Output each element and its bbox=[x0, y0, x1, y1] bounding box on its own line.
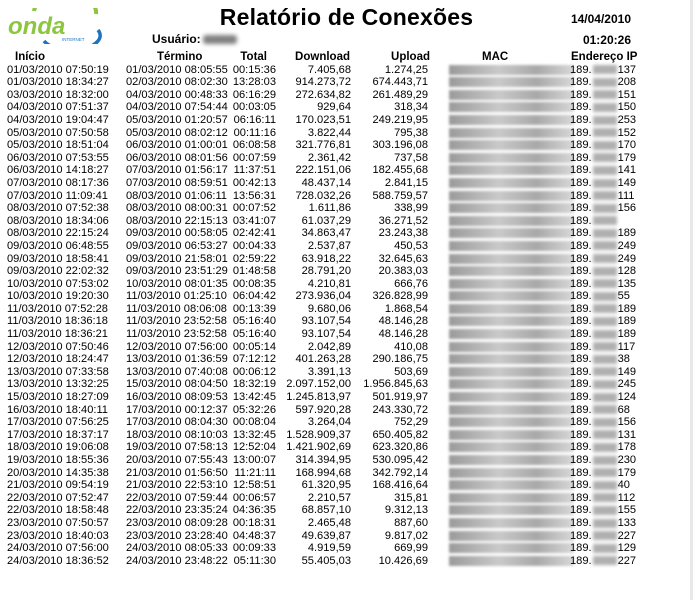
cell-end: 22/03/2010 23:35:24 bbox=[126, 504, 228, 517]
cell-end: 13/03/2010 07:40:08 bbox=[126, 365, 228, 378]
cell-ip: 189. 178 bbox=[570, 441, 637, 454]
cell-download: 222.151,06 bbox=[295, 164, 351, 177]
cell-end: 12/03/2010 07:56:00 bbox=[126, 340, 228, 353]
cell-download: 321.776,81 bbox=[295, 139, 351, 152]
cell-ip: 189. 131 bbox=[570, 428, 637, 441]
cell-start: 12/03/2010 18:24:47 bbox=[7, 353, 109, 366]
table-row bbox=[0, 190, 693, 203]
cell-ip: 189. 208 bbox=[570, 76, 637, 89]
cell-upload: 1.956.845,63 bbox=[363, 378, 428, 391]
table-row bbox=[0, 441, 693, 454]
cell-ip: 189. 149 bbox=[570, 365, 637, 378]
cell-total: 00:06:12 bbox=[232, 365, 276, 378]
report-date: 14/04/2010 bbox=[570, 12, 631, 26]
cell-start: 24/03/2010 07:56:00 bbox=[7, 542, 109, 555]
cell-start: 01/03/2010 18:34:27 bbox=[7, 76, 109, 89]
cell-upload: 623.320,86 bbox=[372, 441, 428, 454]
table-row bbox=[0, 227, 693, 240]
cell-upload: 342.792,14 bbox=[372, 466, 428, 479]
cell-download: 93.107,54 bbox=[301, 315, 351, 328]
cell-download: 7.405,68 bbox=[307, 63, 351, 76]
table-row bbox=[0, 152, 693, 165]
cell-start: 10/03/2010 19:20:30 bbox=[7, 290, 109, 303]
cell-upload: 10.426,69 bbox=[378, 554, 428, 567]
cell-upload: 669,99 bbox=[394, 542, 428, 555]
cell-total: 00:08:04 bbox=[232, 416, 276, 429]
table-body bbox=[0, 64, 693, 568]
cell-upload: 450,53 bbox=[394, 239, 428, 252]
cell-total: 13:28:03 bbox=[232, 76, 276, 89]
table-row bbox=[0, 555, 693, 568]
cell-ip: 189. 129 bbox=[570, 542, 637, 555]
table-row bbox=[0, 416, 693, 429]
cell-ip: 189. 124 bbox=[570, 391, 637, 404]
cell-download: 3.264,04 bbox=[307, 416, 351, 429]
cell-mac-redacted bbox=[449, 555, 573, 570]
table-row bbox=[0, 404, 693, 417]
connections-table bbox=[0, 51, 693, 567]
cell-start: 06/03/2010 07:53:55 bbox=[7, 151, 109, 164]
cell-download: 401.263,28 bbox=[295, 353, 351, 366]
cell-end: 24/03/2010 23:48:22 bbox=[126, 554, 228, 567]
cell-download: 63.918,22 bbox=[301, 252, 351, 265]
cell-start: 17/03/2010 07:56:25 bbox=[7, 416, 109, 429]
cell-start: 19/03/2010 18:55:36 bbox=[7, 454, 109, 466]
cell-end: 15/03/2010 08:04:50 bbox=[126, 378, 228, 391]
cell-end: 24/03/2010 08:05:33 bbox=[126, 542, 228, 555]
user-value-redacted bbox=[203, 35, 237, 44]
table-row bbox=[0, 328, 693, 341]
cell-download: 168.994,68 bbox=[295, 466, 351, 479]
svg-text:onda: onda bbox=[8, 13, 66, 40]
cell-upload: 20.383,03 bbox=[378, 265, 428, 278]
cell-total: 05:11:30 bbox=[233, 554, 276, 567]
cell-total: 13:42:45 bbox=[232, 391, 276, 404]
cell-upload: 795,38 bbox=[394, 126, 428, 139]
cell-download: 48.437,14 bbox=[301, 176, 351, 189]
cell-total: 07:12:12 bbox=[232, 353, 276, 366]
cell-total: 00:05:14 bbox=[232, 340, 276, 353]
cell-ip: 189. 249 bbox=[570, 239, 637, 252]
cell-total: 12:58:51 bbox=[232, 479, 276, 492]
table-row bbox=[0, 164, 693, 177]
cell-total: 00:06:57 bbox=[232, 491, 276, 504]
cell-ip: 189. 149 bbox=[570, 176, 637, 189]
cell-ip: 189. 38 bbox=[570, 353, 630, 366]
cell-ip: 189. 68 bbox=[570, 403, 630, 416]
table-row bbox=[0, 429, 693, 442]
cell-upload: 501.919,97 bbox=[372, 391, 428, 404]
cell-start: 06/03/2010 14:18:27 bbox=[7, 164, 109, 177]
report-title: Relatório de Conexões bbox=[219, 4, 474, 30]
cell-ip: 189. 189 bbox=[570, 302, 637, 315]
cell-ip: 189. 249 bbox=[570, 252, 637, 265]
cell-ip: 189. 156 bbox=[570, 416, 637, 429]
table-row bbox=[0, 76, 693, 89]
cell-download: 61.037,29 bbox=[301, 214, 351, 227]
cell-ip: 189. 55 bbox=[570, 290, 630, 303]
table-row bbox=[0, 265, 693, 278]
cell-upload: 674.443,71 bbox=[372, 76, 428, 89]
cell-total: 00:07:59 bbox=[232, 151, 276, 164]
cell-end: 02/03/2010 08:02:30 bbox=[126, 76, 228, 89]
cell-end: 18/03/2010 08:10:03 bbox=[126, 428, 228, 441]
table-row bbox=[0, 504, 693, 517]
cell-start: 15/03/2010 18:27:09 bbox=[7, 391, 109, 404]
table-row bbox=[0, 89, 693, 102]
cell-end: 19/03/2010 07:58:13 bbox=[126, 441, 228, 454]
cell-download: 3.822,44 bbox=[307, 126, 351, 139]
cell-total: 05:32:26 bbox=[232, 403, 276, 416]
cell-end: 21/03/2010 01:56:50 bbox=[126, 466, 228, 479]
report-time: 01:20:26 bbox=[582, 33, 631, 47]
cell-start: 23/03/2010 18:40:03 bbox=[7, 529, 109, 542]
cell-ip: 189. 152 bbox=[570, 126, 637, 139]
cell-upload: 338,99 bbox=[394, 202, 428, 215]
cell-total: 05:16:40 bbox=[232, 315, 276, 328]
cell-upload: 48.146,28 bbox=[378, 328, 428, 341]
table-header bbox=[0, 51, 693, 64]
cell-download: 93.107,54 bbox=[301, 328, 351, 341]
cell-upload: 737,58 bbox=[394, 151, 428, 164]
table-row bbox=[0, 454, 693, 467]
cell-upload: 588.759,57 bbox=[372, 189, 428, 202]
cell-total: 01:48:58 bbox=[232, 265, 276, 278]
cell-ip: 189. 189 bbox=[570, 315, 637, 328]
cell-ip: 189. 128 bbox=[570, 265, 637, 278]
cell-upload: 650.405,82 bbox=[372, 428, 428, 441]
col-end-header: Término bbox=[157, 51, 203, 63]
cell-download: 2.042,89 bbox=[307, 340, 351, 353]
cell-ip: 189. bbox=[570, 215, 636, 228]
table-row bbox=[0, 278, 693, 291]
cell-total: 00:07:52 bbox=[232, 202, 276, 215]
cell-start: 24/03/2010 18:36:52 bbox=[7, 554, 109, 567]
cell-download: 597.920,28 bbox=[295, 403, 351, 416]
cell-end: 11/03/2010 08:06:08 bbox=[126, 302, 227, 315]
cell-end: 08/03/2010 08:00:31 bbox=[126, 202, 228, 215]
cell-upload: 48.146,28 bbox=[378, 315, 428, 328]
cell-download: 170.023,51 bbox=[295, 113, 351, 126]
cell-ip: 189. 112 bbox=[570, 491, 636, 504]
cell-start: 07/03/2010 08:17:36 bbox=[7, 176, 109, 189]
cell-download: 2.210,57 bbox=[307, 491, 351, 504]
cell-upload: 503,69 bbox=[394, 365, 428, 378]
cell-start: 22/03/2010 18:58:48 bbox=[7, 504, 109, 517]
cell-ip: 189. 179 bbox=[570, 466, 637, 479]
cell-end: 09/03/2010 00:58:05 bbox=[126, 227, 228, 240]
col-total-header: Total bbox=[240, 51, 267, 63]
cell-total: 05:16:40 bbox=[232, 328, 276, 341]
table-row bbox=[0, 479, 693, 492]
cell-download: 1.528.909,37 bbox=[286, 428, 351, 441]
table-row bbox=[0, 253, 693, 266]
cell-end: 17/03/2010 08:04:30 bbox=[126, 416, 228, 429]
cell-upload: 182.455,68 bbox=[372, 164, 428, 177]
cell-end: 09/03/2010 21:58:01 bbox=[126, 252, 228, 265]
cell-upload: 410,08 bbox=[394, 340, 428, 353]
table-row bbox=[0, 114, 693, 127]
cell-download: 68.857,10 bbox=[301, 504, 351, 517]
cell-upload: 326.828,99 bbox=[372, 290, 428, 303]
cell-start: 01/03/2010 07:50:19 bbox=[7, 63, 109, 76]
cell-ip: 189. 227 bbox=[570, 554, 637, 567]
table-row bbox=[0, 64, 693, 77]
col-ip-header: Endereço IP bbox=[571, 51, 638, 63]
table-row bbox=[0, 517, 693, 530]
table-row bbox=[0, 215, 693, 228]
cell-start: 05/03/2010 07:50:58 bbox=[7, 126, 109, 139]
cell-download: 4.210,81 bbox=[307, 277, 351, 290]
cell-download: 49.639,87 bbox=[301, 529, 351, 542]
cell-start: 23/03/2010 07:50:57 bbox=[7, 516, 109, 529]
table-row bbox=[0, 101, 693, 114]
cell-total: 06:16:11 bbox=[233, 113, 276, 126]
cell-download: 2.097.152,00 bbox=[286, 378, 351, 391]
cell-end: 05/03/2010 08:02:12 bbox=[126, 126, 228, 139]
cell-start: 09/03/2010 22:02:32 bbox=[7, 265, 109, 278]
cell-total: 03:41:07 bbox=[232, 214, 276, 227]
cell-upload: 290.186,75 bbox=[372, 353, 428, 366]
cell-start: 16/03/2010 18:40:11 bbox=[7, 403, 108, 416]
cell-upload: 168.416,64 bbox=[372, 479, 428, 492]
cell-upload: 666,76 bbox=[394, 277, 428, 290]
cell-upload: 2.841,15 bbox=[384, 176, 428, 189]
cell-total: 00:03:05 bbox=[232, 101, 276, 114]
cell-total: 00:04:33 bbox=[232, 239, 276, 252]
svg-text:INTERNET: INTERNET bbox=[62, 37, 85, 42]
cell-start: 18/03/2010 19:06:08 bbox=[7, 441, 109, 454]
cell-ip: 189. 230 bbox=[570, 454, 637, 466]
table-row bbox=[0, 240, 693, 253]
cell-ip: 189. 135 bbox=[570, 277, 637, 290]
cell-upload: 32.645,63 bbox=[378, 252, 428, 265]
cell-start: 04/03/2010 07:51:37 bbox=[7, 101, 109, 114]
cell-download: 9.680,06 bbox=[307, 302, 351, 315]
cell-ip: 189. 141 bbox=[570, 164, 637, 177]
cell-ip: 189. 40 bbox=[570, 479, 630, 492]
cell-upload: 752,29 bbox=[394, 416, 428, 429]
table-row bbox=[0, 290, 693, 303]
cell-start: 20/03/2010 14:35:38 bbox=[7, 466, 109, 479]
cell-ip: 189. 253 bbox=[570, 113, 637, 126]
cell-start: 08/03/2010 22:15:24 bbox=[7, 227, 109, 240]
cell-total: 04:36:35 bbox=[232, 504, 276, 517]
cell-start: 09/03/2010 06:48:55 bbox=[7, 239, 109, 252]
cell-end: 23/03/2010 23:28:40 bbox=[126, 529, 228, 542]
cell-download: 55.405,03 bbox=[301, 554, 351, 567]
table-row bbox=[0, 139, 693, 152]
cell-download: 272.634,82 bbox=[295, 88, 351, 101]
cell-start: 11/03/2010 07:52:28 bbox=[7, 302, 108, 315]
cell-download: 1.611,86 bbox=[308, 202, 351, 215]
cell-download: 1.421.902,69 bbox=[286, 441, 351, 454]
table-row bbox=[0, 177, 693, 190]
cell-upload: 1.274,25 bbox=[384, 63, 428, 76]
cell-start: 04/03/2010 19:04:47 bbox=[7, 113, 109, 126]
cell-total: 06:16:29 bbox=[232, 88, 276, 101]
cell-download: 1.245.813,97 bbox=[286, 391, 351, 404]
cell-end: 22/03/2010 07:59:44 bbox=[126, 491, 228, 504]
table-row bbox=[0, 202, 693, 215]
cell-download: 314.394,95 bbox=[295, 454, 351, 466]
cell-upload: 315,81 bbox=[394, 491, 428, 504]
cell-total: 00:13:39 bbox=[232, 302, 276, 315]
cell-end: 17/03/2010 00:12:37 bbox=[126, 403, 228, 416]
cell-total: 02:59:22 bbox=[232, 252, 276, 265]
cell-end: 11/03/2010 01:25:10 bbox=[126, 290, 227, 303]
cell-start: 07/03/2010 11:09:41 bbox=[7, 189, 108, 202]
table-row bbox=[0, 353, 693, 366]
cell-start: 11/03/2010 18:36:21 bbox=[7, 328, 108, 341]
cell-end: 01/03/2010 08:05:55 bbox=[126, 63, 228, 76]
cell-start: 13/03/2010 07:33:58 bbox=[7, 365, 109, 378]
cell-end: 04/03/2010 07:54:44 bbox=[126, 101, 228, 114]
cell-end: 06/03/2010 01:00:01 bbox=[126, 139, 228, 152]
cell-ip: 189. 137 bbox=[570, 63, 637, 76]
cell-download: 2.361,42 bbox=[307, 151, 351, 164]
cell-start: 17/03/2010 18:37:17 bbox=[7, 428, 109, 441]
cell-upload: 9.312,13 bbox=[384, 504, 428, 517]
cell-ip: 189. 111 bbox=[570, 189, 635, 202]
cell-download: 4.919,59 bbox=[307, 542, 351, 555]
cell-ip: 189. 133 bbox=[570, 516, 637, 529]
table-row bbox=[0, 303, 693, 316]
cell-ip: 189. 245 bbox=[570, 378, 637, 391]
cell-start: 08/03/2010 18:34:06 bbox=[7, 214, 109, 227]
cell-start: 05/03/2010 18:51:04 bbox=[7, 139, 109, 152]
cell-end: 08/03/2010 22:15:13 bbox=[126, 214, 228, 227]
cell-total: 11:21:11 bbox=[234, 466, 276, 479]
cell-start: 11/03/2010 18:36:18 bbox=[7, 315, 108, 328]
cell-upload: 887,60 bbox=[394, 516, 428, 529]
cell-total: 00:09:33 bbox=[232, 542, 276, 555]
cell-start: 22/03/2010 07:52:47 bbox=[7, 491, 109, 504]
table-row bbox=[0, 492, 693, 505]
cell-ip: 189. 227 bbox=[570, 529, 637, 542]
cell-total: 00:15:36 bbox=[232, 63, 276, 76]
cell-end: 11/03/2010 23:52:58 bbox=[126, 328, 227, 341]
cell-upload: 36.271,52 bbox=[378, 214, 428, 227]
cell-total: 18:32:19 bbox=[232, 378, 276, 391]
cell-end: 09/03/2010 23:51:29 bbox=[126, 265, 228, 278]
cell-total: 00:42:13 bbox=[232, 176, 276, 189]
cell-ip: 189. 189 bbox=[570, 227, 637, 240]
cell-ip: 189. 117 bbox=[570, 340, 636, 353]
cell-total: 00:18:31 bbox=[232, 516, 276, 529]
cell-end: 21/03/2010 22:53:10 bbox=[126, 479, 228, 492]
cell-end: 11/03/2010 23:52:58 bbox=[126, 315, 227, 328]
col-upload-header: Upload bbox=[391, 51, 430, 63]
table-row bbox=[0, 315, 693, 328]
cell-end: 23/03/2010 08:09:28 bbox=[126, 516, 228, 529]
cell-end: 07/03/2010 08:59:51 bbox=[126, 176, 228, 189]
cell-end: 09/03/2010 06:53:27 bbox=[126, 239, 228, 252]
cell-upload: 23.243,38 bbox=[378, 227, 428, 240]
cell-end: 13/03/2010 01:36:59 bbox=[126, 353, 228, 366]
cell-end: 16/03/2010 08:09:53 bbox=[126, 391, 228, 404]
cell-start: 13/03/2010 13:32:25 bbox=[7, 378, 109, 391]
cell-upload: 1.868,54 bbox=[384, 302, 428, 315]
cell-end: 10/03/2010 08:01:35 bbox=[126, 277, 228, 290]
cell-total: 02:42:41 bbox=[232, 227, 276, 240]
table-row bbox=[0, 366, 693, 379]
cell-start: 09/03/2010 18:58:41 bbox=[7, 252, 109, 265]
cell-total: 06:08:58 bbox=[232, 139, 276, 152]
cell-upload: 303.196,08 bbox=[372, 139, 428, 152]
cell-start: 21/03/2010 09:54:19 bbox=[7, 479, 109, 492]
cell-upload: 318,34 bbox=[394, 101, 428, 114]
cell-end: 04/03/2010 00:48:33 bbox=[126, 88, 228, 101]
cell-ip: 189. 156 bbox=[570, 202, 637, 215]
cell-upload: 530.095,42 bbox=[372, 454, 428, 466]
cell-total: 12:52:04 bbox=[232, 441, 276, 454]
user-label: Usuário: bbox=[152, 32, 201, 46]
cell-start: 12/03/2010 07:50:46 bbox=[7, 340, 109, 353]
cell-total: 13:00:07 bbox=[232, 454, 276, 466]
table-row bbox=[0, 391, 693, 404]
cell-download: 3.391,13 bbox=[307, 365, 351, 378]
cell-total: 00:08:35 bbox=[232, 277, 276, 290]
cell-download: 61.320,95 bbox=[301, 479, 351, 492]
cell-start: 03/03/2010 18:32:00 bbox=[7, 88, 109, 101]
cell-total: 13:32:45 bbox=[232, 428, 276, 441]
cell-download: 728.032,26 bbox=[295, 189, 351, 202]
cell-end: 08/03/2010 01:06:11 bbox=[126, 189, 227, 202]
cell-ip: 189. 151 bbox=[570, 88, 637, 101]
cell-download: 28.791,20 bbox=[301, 265, 351, 278]
cell-download: 273.936,04 bbox=[295, 290, 351, 303]
col-mac-header: MAC bbox=[482, 51, 509, 63]
cell-ip: 189. 150 bbox=[570, 101, 637, 114]
cell-upload: 249.219,95 bbox=[372, 113, 428, 126]
cell-upload: 261.489,29 bbox=[372, 88, 428, 101]
cell-total: 13:56:31 bbox=[232, 189, 276, 202]
cell-download: 2.465,48 bbox=[307, 516, 351, 529]
cell-total: 11:37:51 bbox=[233, 164, 276, 177]
cell-download: 2.537,87 bbox=[307, 239, 351, 252]
col-start-header: Início bbox=[15, 51, 46, 63]
cell-end: 05/03/2010 01:20:57 bbox=[126, 113, 228, 126]
table-row bbox=[0, 530, 693, 543]
cell-end: 20/03/2010 07:55:43 bbox=[126, 454, 228, 466]
cell-total: 00:11:16 bbox=[233, 126, 276, 139]
cell-upload: 9.817,02 bbox=[384, 529, 428, 542]
cell-start: 08/03/2010 07:52:38 bbox=[7, 202, 109, 215]
cell-total: 06:04:42 bbox=[232, 290, 276, 303]
table-row bbox=[0, 378, 693, 391]
col-download-header: Download bbox=[295, 51, 350, 63]
cell-start: 10/03/2010 07:53:02 bbox=[7, 277, 109, 290]
cell-download: 929,64 bbox=[317, 101, 351, 114]
cell-upload: 243.330,72 bbox=[372, 403, 428, 416]
cell-ip: 189. 179 bbox=[570, 151, 637, 164]
cell-end: 06/03/2010 08:01:56 bbox=[126, 151, 228, 164]
cell-ip: 189. 189 bbox=[570, 328, 637, 341]
cell-ip: 189. 170 bbox=[570, 139, 637, 152]
table-row bbox=[0, 341, 693, 354]
cell-ip: 189. 155 bbox=[570, 504, 637, 517]
cell-download: 34.863,47 bbox=[301, 227, 351, 240]
cell-download: 914.273,72 bbox=[295, 76, 351, 89]
table-row bbox=[0, 127, 693, 140]
cell-end: 07/03/2010 01:56:17 bbox=[126, 164, 228, 177]
table-row bbox=[0, 542, 693, 555]
table-row bbox=[0, 467, 693, 480]
cell-total: 04:48:37 bbox=[232, 529, 276, 542]
